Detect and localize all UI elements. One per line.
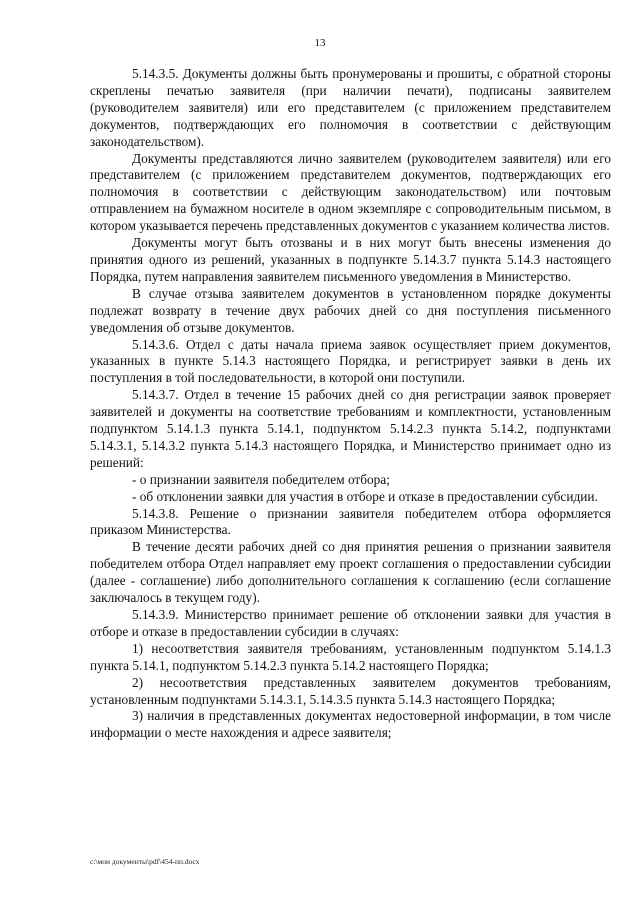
- paragraph-5-14-3-9: 5.14.3.9. Министерство принимает решение об отклонении заявки для участия в отборе и отказе в предоставлении субсидии в случаях:: [90, 607, 611, 639]
- list-item-reason-2: 2) несоответствия представленных заявителем документов требованиям, установленным подпунктами 5.14.3.1, 5.14.3.5 пункта 5.14.3 настоящего Порядка;: [90, 674, 611, 707]
- document-body: [90, 66, 611, 742]
- paragraph-submission-method: Документы представляются лично заявителем (руководителем заявителя) или его представителем (с приложением представителем документов, подтверждающих его полномочия в соответствии с действующим законодательством) или почтовым отправлением на бумажном носителе в одном экземпляре с сопроводительным письмом, в котором указывается перечень представленных документов с указанием количества листов.: [90, 150, 611, 234]
- paragraph-5-14-3-6: 5.14.3.6. Отдел с даты начала приема заявок осуществляет прием документов, указанных в пункте 5.14.3 настоящего Порядка, и регистрирует заявки в день их поступления в той последовательности, в которой они поступили.: [90, 336, 611, 386]
- list-item-reason-3: 3) наличия в представленных документах недостоверной информации, в том числе информации о месте нахождения и адресе заявителя;: [90, 708, 611, 741]
- list-item-winner-decision: - о признании заявителя победителем отбора;: [132, 471, 390, 487]
- footer-file-path: c:\мои документы\pdf\454-пп.docx: [90, 857, 200, 866]
- paragraph-5-14-3-5: 5.14.3.5. Документы должны быть пронумерованы и прошиты, с обратной стороны скреплены печатью заявителя (при наличии печати), подписаны заявителем (руководителем заявителя) или его представителем (с приложением представителем документов, подтверждающих его полномочия в соответствии с действующим законодательством).: [90, 66, 611, 149]
- paragraph-5-14-3-7: 5.14.3.7. Отдел в течение 15 рабочих дней со дня регистрации заявок проверяет заявителей и документы на соответствие требованиям и комплектности, установленным подпунктом 5.14.1.3 пункта 5.14.1, подпунктом 5.14.2.3 пункта 5.14.2, подпунктами 5.14.3.1, 5.14.3.2 пункта 5.14.3 настоящего Порядка, и Министерство принимает одно из решений:: [90, 387, 611, 470]
- paragraph-return-documents: В случае отзыва заявителем документов в установленном порядке документы подлежат возврату в течение двух рабочих дней со дня поступления письменного уведомления об отзыве документов.: [90, 285, 611, 335]
- list-item-reason-1: 1) несоответствия заявителя требованиям, установленным подпунктом 5.14.1.3 пункта 5.14.1, подпунктом 5.14.2.3 пункта 5.14.2 настоящего Порядка;: [90, 640, 611, 673]
- paragraph-5-14-3-8: 5.14.3.8. Решение о признании заявителя победителем отбора оформляется приказом Министерства.: [90, 505, 611, 538]
- page-number: 13: [314, 37, 326, 49]
- list-item-rejection-decision: - об отклонении заявки для участия в отборе и отказе в предоставлении субсидии.: [132, 488, 598, 504]
- paragraph-withdrawal: Документы могут быть отозваны и в них могут быть внесены изменения до принятия одного из решений, указанных в подпункте 5.14.3.7 пункта 5.14.3 настоящего Порядка, путем направления заявителем письменного уведомления в Министерство.: [90, 235, 611, 284]
- paragraph-agreement-draft: В течение десяти рабочих дней со дня принятия решения о признании заявителя победителем отбора Отдел направляет ему проект соглашения о предоставлении субсидии (далее - соглашение) либо дополнительного соглашения к соглашению (если соглашение заключалось в текущем году).: [90, 539, 611, 606]
